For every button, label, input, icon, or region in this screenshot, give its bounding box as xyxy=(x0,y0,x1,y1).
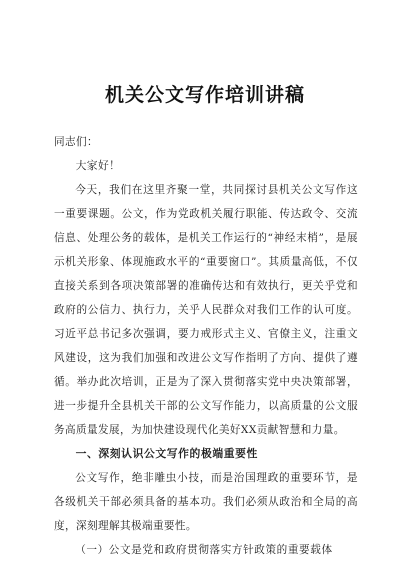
intro-paragraph: 今天，我们在这里齐聚一堂，共同探讨县机关公文写作这一重要课题。公文，作为党政机关履行职能、传达政令、交流信息、处理公务的载体，是机关工作运行的“神经末梢”，是展示机关形象、体现施政水平的“重要窗口”。其质量高低，不仅直接关系到各项决策部署的准确传达和有效执行，更关乎党和政府的公信力、执行力，关乎人民群众对我们工作的认可度。习近平总书记多次强调，要力戒形式主义、官僚主义，注重文风建设，这为我们加强和改进公文写作指明了方向、提供了遵循。举办此次培训，正是为了深入贯彻落实党中央决策部署，进一步提升全县机关干部的公文写作能力，以高质量的公文服务高质量发展，为加快建设现代化美好XX贡献智慧和力量。 xyxy=(54,184,358,436)
document-title: 机关公文写作培训讲稿 xyxy=(104,84,305,106)
salutation: 同志们： xyxy=(54,136,98,148)
section-1-paragraph: 公文写作，绝非雕虫小技，而是治国理政的重要环节，是各级机关干部必须具备的基本功。我们必须从政治和全局的高度，深刻理解其极端重要性。 xyxy=(54,472,358,532)
section-heading-1: 一、深刻认识公文写作的极端重要性 xyxy=(75,447,258,460)
document-body xyxy=(54,130,358,562)
greeting: 大家好！ xyxy=(75,159,121,172)
subsection-heading-1: （一）公文是党和政府贯彻落实方针政策的重要载体 xyxy=(75,544,333,556)
